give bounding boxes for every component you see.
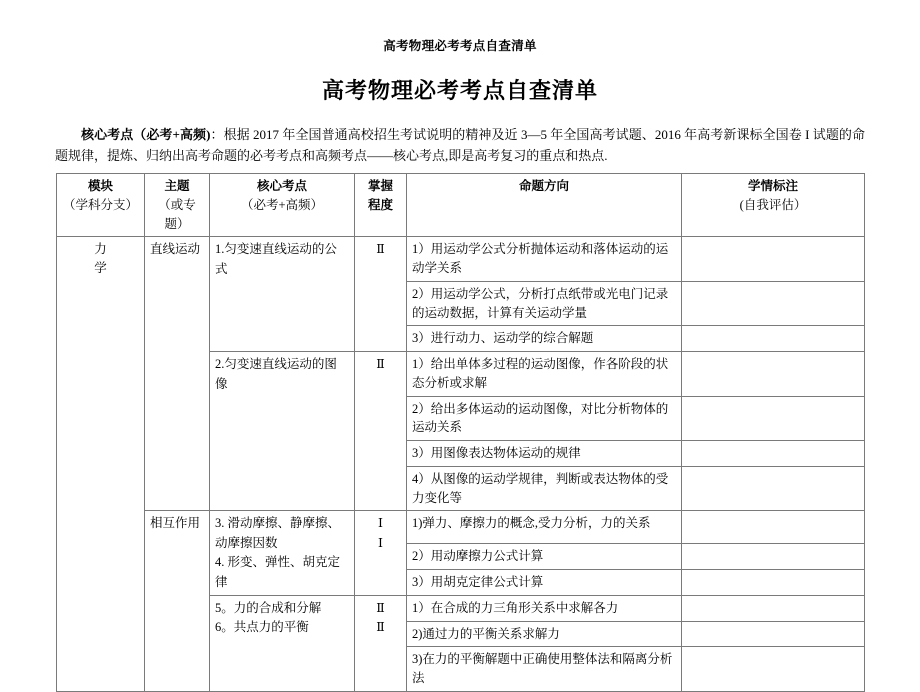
cell-exam-direction: 1）在合成的力三角形关系中求解各力 bbox=[407, 595, 682, 621]
cell-mastery-level: Ⅱ bbox=[355, 352, 407, 511]
table-row bbox=[57, 511, 865, 544]
intro-bold-lead: 核心考点（必考+高频) bbox=[81, 127, 211, 143]
cell-core-point: 5。力的合成和分解 6。共点力的平衡 bbox=[210, 595, 355, 691]
cell-self-assessment[interactable] bbox=[682, 237, 865, 282]
cell-exam-direction: 2）用动摩擦力公式计算 bbox=[407, 544, 682, 570]
cell-self-assessment[interactable] bbox=[682, 621, 865, 647]
cell-self-assessment[interactable] bbox=[682, 647, 865, 692]
cell-core-point: 1.匀变速直线运动的公式 bbox=[210, 237, 355, 352]
cell-exam-direction: 2)通过力的平衡关系求解力 bbox=[407, 621, 682, 647]
cell-exam-direction: 3)在力的平衡解题中正确使用整体法和隔离分析法 bbox=[407, 647, 682, 692]
table-header-row bbox=[57, 174, 865, 237]
cell-topic-interaction: 相互作用 bbox=[145, 511, 210, 692]
header-module: 模块 （学科分支） bbox=[57, 174, 145, 237]
cell-exam-direction: 3）用胡克定律公式计算 bbox=[407, 570, 682, 596]
cell-exam-direction: 3）用图像表达物体运动的规律 bbox=[407, 441, 682, 467]
cell-self-assessment[interactable] bbox=[682, 544, 865, 570]
intro-body: ：根据 2017 年全国普通高校招生考试说明的精神及近 3—5 年全国高考试题、2016 年高考新课标全国卷 I 试题的命题规律，提炼、归纳出高考命题的必考考点和高频考点——核心考点,即是高考复习的重点和热点. bbox=[55, 127, 865, 164]
cell-exam-direction: 1）用运动学公式分析抛体运动和落体运动的运动学关系 bbox=[407, 237, 682, 282]
cell-self-assessment[interactable] bbox=[682, 511, 865, 544]
cell-self-assessment[interactable] bbox=[682, 570, 865, 596]
header-topic: 主题 （或专题） bbox=[145, 174, 210, 237]
cell-exam-direction: 1)弹力、摩擦力的概念,受力分析，力的关系 bbox=[407, 511, 682, 544]
header-self-assessment: 学情标注 (自我评估） bbox=[682, 174, 865, 237]
header-core-point: 核心考点 （必考+高频） bbox=[210, 174, 355, 237]
cell-self-assessment[interactable] bbox=[682, 441, 865, 467]
cell-mastery-level: Ⅰ Ⅰ bbox=[355, 511, 407, 596]
page-title: 高考物理必考考点自查清单 bbox=[321, 77, 598, 103]
cell-self-assessment[interactable] bbox=[682, 352, 865, 397]
header-exam-direction: 命题方向 bbox=[407, 174, 682, 237]
cell-core-point: 2.匀变速直线运动的图像 bbox=[210, 352, 355, 511]
running-header: 高考物理必考考点自查清单 bbox=[383, 39, 537, 53]
cell-topic-straight-motion: 直线运动 bbox=[145, 237, 210, 511]
cell-module: 力 学 bbox=[57, 237, 145, 692]
cell-self-assessment[interactable] bbox=[682, 396, 865, 441]
cell-self-assessment[interactable] bbox=[682, 595, 865, 621]
cell-mastery-level: Ⅱ bbox=[355, 237, 407, 352]
cell-exam-direction: 1）给出单体多过程的运动图像，作各阶段的状态分析或求解 bbox=[407, 352, 682, 397]
cell-mastery-level: Ⅱ Ⅱ bbox=[355, 595, 407, 691]
cell-exam-direction: 3）进行动力、运动学的综合解题 bbox=[407, 326, 682, 352]
cell-core-point: 3. 滑动摩擦、静摩擦、动摩擦因数 4. 形变、弹性、胡克定律 bbox=[210, 511, 355, 596]
header-mastery-level: 掌握 程度 bbox=[355, 174, 407, 237]
cell-self-assessment[interactable] bbox=[682, 281, 865, 326]
checklist-table bbox=[56, 173, 865, 692]
intro-paragraph bbox=[55, 124, 865, 166]
cell-exam-direction: 4）从图像的运动学规律，判断或表达物体的受力变化等 bbox=[407, 466, 682, 511]
cell-self-assessment[interactable] bbox=[682, 326, 865, 352]
cell-exam-direction: 2）给出多体运动的运动图像，对比分析物体的运动关系 bbox=[407, 396, 682, 441]
cell-exam-direction: 2）用运动学公式，分析打点纸带或光电门记录的运动数据，计算有关运动学量 bbox=[407, 281, 682, 326]
table-row bbox=[57, 237, 865, 282]
cell-self-assessment[interactable] bbox=[682, 466, 865, 511]
